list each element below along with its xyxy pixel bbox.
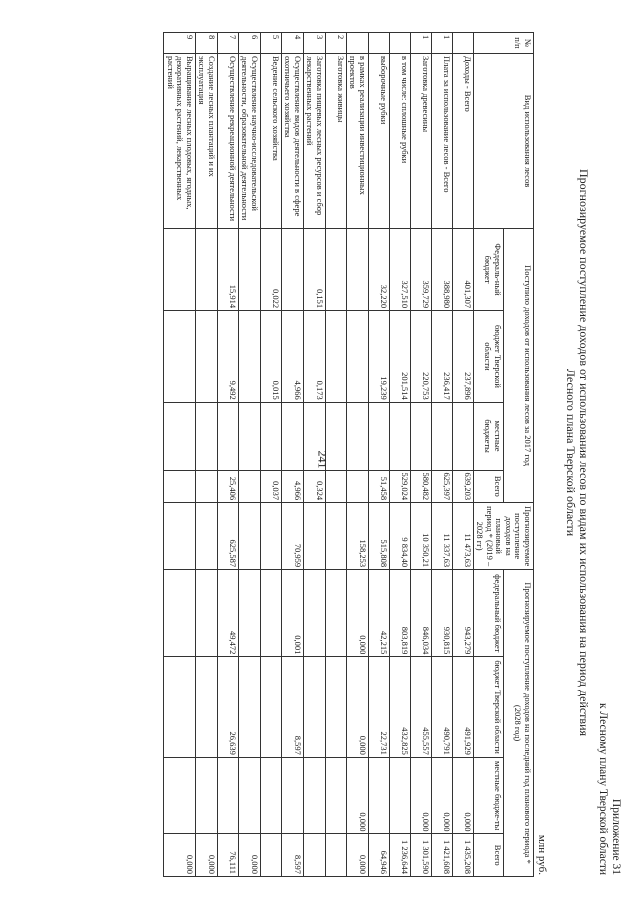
- cell-r28: 22,731: [369, 657, 390, 757]
- cell-name: Ведение сельского хозяйства: [261, 54, 282, 229]
- cell-f28: 943,279: [453, 570, 474, 657]
- cell-r28: 491,929: [453, 657, 474, 757]
- cell-t17: 51,458: [369, 470, 390, 503]
- appendix-subtitle: к Лесному плану Тверской области: [597, 702, 609, 875]
- col-forecast-2028: Прогнозируемое поступление доходов на последний год планового периода * (2028 год): [504, 570, 534, 877]
- cell-t28: [261, 834, 282, 877]
- cell-f28: 0,000: [347, 570, 369, 657]
- cell-t28: [326, 834, 347, 877]
- cell-t17: 529,024: [390, 470, 411, 503]
- cell-l17: [261, 402, 282, 470]
- cell-r28: 26,639: [218, 657, 239, 757]
- col-received-2017: Поступило доходов от использования лесов за 2017 год: [504, 229, 534, 503]
- cell-r17: 4,966: [282, 311, 304, 403]
- cell-t17: 0,324: [304, 470, 326, 503]
- cell-f17: [196, 229, 218, 311]
- cell-r17: 19,239: [369, 311, 390, 403]
- cell-n: 3: [304, 33, 326, 54]
- cell-plan: [304, 503, 326, 570]
- cell-n: [390, 33, 411, 54]
- cell-r28: [164, 657, 196, 757]
- cell-t17: [239, 470, 261, 503]
- cell-l17: [453, 402, 474, 470]
- table-row: [369, 33, 390, 877]
- cell-r28: 490,791: [432, 657, 453, 757]
- cell-plan: [326, 503, 347, 570]
- cell-l17: [164, 402, 196, 470]
- cell-t17: 625,397: [432, 470, 453, 503]
- cell-l28: [196, 757, 218, 834]
- unit-label: млн руб.: [536, 834, 548, 875]
- cell-name: Осуществление рекреационной деятельности: [218, 54, 239, 229]
- cell-n: 1: [411, 33, 432, 54]
- cell-f28: 0,001: [282, 570, 304, 657]
- col-total-2017: Всего: [474, 470, 504, 503]
- cell-r17: 0,173: [304, 311, 326, 403]
- cell-f28: [326, 570, 347, 657]
- col-federal-2017: Федераль-ный бюджет: [474, 229, 504, 311]
- cell-f17: [164, 229, 196, 311]
- cell-t28: 76,111: [218, 834, 239, 877]
- cell-f28: [196, 570, 218, 657]
- col-forecast-total: Прогнозируемое поступление доходов на плановый период * (2019 – 2028 гг): [474, 503, 534, 570]
- cell-r28: [261, 657, 282, 757]
- table-row: [239, 33, 261, 877]
- cell-n: [453, 33, 474, 54]
- cell-f17: 15,914: [218, 229, 239, 311]
- cell-r28: 455,557: [411, 657, 432, 757]
- table-row: [347, 33, 369, 877]
- cell-f17: 388,980: [432, 229, 453, 311]
- cell-n: 9: [164, 33, 196, 54]
- cell-name: в том числе: сплошные рубки: [390, 54, 411, 229]
- cell-r17: [239, 311, 261, 403]
- cell-l17: [411, 402, 432, 470]
- cell-n: [347, 33, 369, 54]
- cell-f17: [282, 229, 304, 311]
- cell-l17: [218, 402, 239, 470]
- cell-f17: [347, 229, 369, 311]
- cell-l28: 0,000: [432, 757, 453, 834]
- cell-r28: [239, 657, 261, 757]
- cell-plan: [164, 503, 196, 570]
- cell-t17: 4,966: [282, 470, 304, 503]
- cell-t17: 25,406: [218, 470, 239, 503]
- table-row: [282, 33, 304, 877]
- cell-name: выборочные рубки: [369, 54, 390, 229]
- col-num: № п/п: [474, 33, 534, 54]
- cell-l28: [239, 757, 261, 834]
- cell-plan: 10 350,21: [411, 503, 432, 570]
- cell-name: Заготовка живицы: [326, 54, 347, 229]
- cell-t28: 1 421,608: [432, 834, 453, 877]
- cell-f28: 930,815: [432, 570, 453, 657]
- table-row: [411, 33, 432, 877]
- table-row: [390, 33, 411, 877]
- cell-name: Осуществление научно-исследовательской деятельности, образовательной деятельности: [239, 54, 261, 229]
- cell-l28: [261, 757, 282, 834]
- cell-f28: [261, 570, 282, 657]
- cell-f17: 327,510: [390, 229, 411, 311]
- cell-l17: [347, 402, 369, 470]
- cell-t28: 1 435,208: [453, 834, 474, 877]
- cell-l28: [218, 757, 239, 834]
- cell-t28: 64,946: [369, 834, 390, 877]
- cell-t17: 0,037: [261, 470, 282, 503]
- cell-l28: [369, 757, 390, 834]
- cell-plan: [196, 503, 218, 570]
- cell-l28: 0,000: [347, 757, 369, 834]
- cell-name: Осуществление видов деятельности в сфере охотничьего хозяйства: [282, 54, 304, 229]
- cell-r28: [326, 657, 347, 757]
- col-type: Вид использования лесов: [474, 54, 534, 229]
- cell-plan: 11 337,63: [432, 503, 453, 570]
- cell-t28: 8,597: [282, 834, 304, 877]
- cell-l17: [196, 402, 218, 470]
- cell-l28: [304, 757, 326, 834]
- cell-l28: [390, 757, 411, 834]
- cell-plan: [261, 503, 282, 570]
- cell-plan: 11 473,63: [453, 503, 474, 570]
- cell-l28: 0,000: [453, 757, 474, 834]
- cell-t28: 1 301,590: [411, 834, 432, 877]
- cell-f17: [239, 229, 261, 311]
- cell-plan: 70,959: [282, 503, 304, 570]
- col-total-2028: Всего: [474, 834, 504, 877]
- cell-name: Заготовка древесины: [411, 54, 432, 229]
- document-title: [564, 40, 590, 865]
- col-local-2028: местные бюдже-ты: [474, 757, 504, 834]
- title-line-2: Лесного плана Тверской области: [564, 368, 578, 537]
- cell-t17: [347, 470, 369, 503]
- cell-f28: [239, 570, 261, 657]
- cell-l28: [326, 757, 347, 834]
- cell-name: Выращивание лесных плодовых, ягодных, декоративных растений, лекарственных растений: [164, 54, 196, 229]
- table-row: [196, 33, 218, 877]
- cell-n: 7: [218, 33, 239, 54]
- cell-n: 5: [261, 33, 282, 54]
- cell-n: [369, 33, 390, 54]
- cell-plan: [239, 503, 261, 570]
- cell-t28: [304, 834, 326, 877]
- cell-f17: 0,151: [304, 229, 326, 311]
- appendix-label: Приложение 31: [610, 798, 622, 875]
- cell-plan: 158,253: [347, 503, 369, 570]
- cell-r28: 8,597: [282, 657, 304, 757]
- cell-f28: 803,819: [390, 570, 411, 657]
- cell-l17: [369, 402, 390, 470]
- cell-f28: 42,215: [369, 570, 390, 657]
- table-row: [453, 33, 474, 877]
- table-row: [432, 33, 453, 877]
- cell-l28: 0,000: [411, 757, 432, 834]
- cell-plan: 625,587: [218, 503, 239, 570]
- cell-r17: 9,492: [218, 311, 239, 403]
- cell-f17: 32,220: [369, 229, 390, 311]
- cell-n: 4: [282, 33, 304, 54]
- cell-name: Заготовка пищевых лесных ресурсов и сбор лекарственных растений: [304, 54, 326, 229]
- cell-l28: [164, 757, 196, 834]
- cell-name: в рамках реализации инвестиционных проектов: [347, 54, 369, 229]
- cell-r28: [196, 657, 218, 757]
- page-number: 241: [315, 450, 330, 469]
- cell-r17: 0,015: [261, 311, 282, 403]
- cell-l28: [282, 757, 304, 834]
- cell-plan: 515,808: [369, 503, 390, 570]
- appendix-header: [596, 703, 622, 875]
- cell-r17: [196, 311, 218, 403]
- cell-l17: [282, 402, 304, 470]
- table-row: [261, 33, 282, 877]
- cell-r28: 0,000: [347, 657, 369, 757]
- cell-r28: 432,825: [390, 657, 411, 757]
- cell-f17: 0,022: [261, 229, 282, 311]
- cell-t17: 639,203: [453, 470, 474, 503]
- table-row: [164, 33, 196, 877]
- cell-l17: [432, 402, 453, 470]
- cell-t28: 0,000: [196, 834, 218, 877]
- col-federal-2028: федеральный бюджет: [474, 570, 504, 657]
- cell-r17: 201,514: [390, 311, 411, 403]
- cell-r17: 236,417: [432, 311, 453, 403]
- cell-l17: [390, 402, 411, 470]
- cell-t17: 580,482: [411, 470, 432, 503]
- col-local-2017: местные бюджеты: [474, 402, 504, 470]
- income-table: [164, 32, 535, 877]
- cell-r17: [347, 311, 369, 403]
- cell-t28: 0,000: [164, 834, 196, 877]
- cell-name: Создание лесных плантаций и их эксплуатация: [196, 54, 218, 229]
- cell-r17: 220,753: [411, 311, 432, 403]
- cell-r28: [304, 657, 326, 757]
- cell-f28: 49,472: [218, 570, 239, 657]
- table-row: [218, 33, 239, 877]
- cell-t28: 0,000: [239, 834, 261, 877]
- cell-f28: [164, 570, 196, 657]
- cell-n: 1: [432, 33, 453, 54]
- cell-f17: [326, 229, 347, 311]
- cell-f28: 846,034: [411, 570, 432, 657]
- cell-name: Плата за использование лесов - Всего: [432, 54, 453, 229]
- cell-r17: [164, 311, 196, 403]
- title-line-1: Прогнозируемое поступление доходов от использования лесов по видам их использования на период действия: [577, 168, 591, 737]
- col-regional-2017: бюджет Тверской области: [474, 311, 504, 403]
- cell-r17: [326, 311, 347, 403]
- cell-l17: [239, 402, 261, 470]
- cell-t28: 0,000: [347, 834, 369, 877]
- col-regional-2028: бюджет Тверской области: [474, 657, 504, 757]
- cell-n: 6: [239, 33, 261, 54]
- cell-plan: 9 834,40: [390, 503, 411, 570]
- cell-f17: 359,729: [411, 229, 432, 311]
- cell-r17: 237,896: [453, 311, 474, 403]
- cell-n: 8: [196, 33, 218, 54]
- cell-t28: 1 236,644: [390, 834, 411, 877]
- cell-t17: [164, 470, 196, 503]
- cell-f28: [304, 570, 326, 657]
- cell-t17: [196, 470, 218, 503]
- cell-n: 2: [326, 33, 347, 54]
- cell-f17: 401,307: [453, 229, 474, 311]
- cell-name: Доходы - Всего: [453, 54, 474, 229]
